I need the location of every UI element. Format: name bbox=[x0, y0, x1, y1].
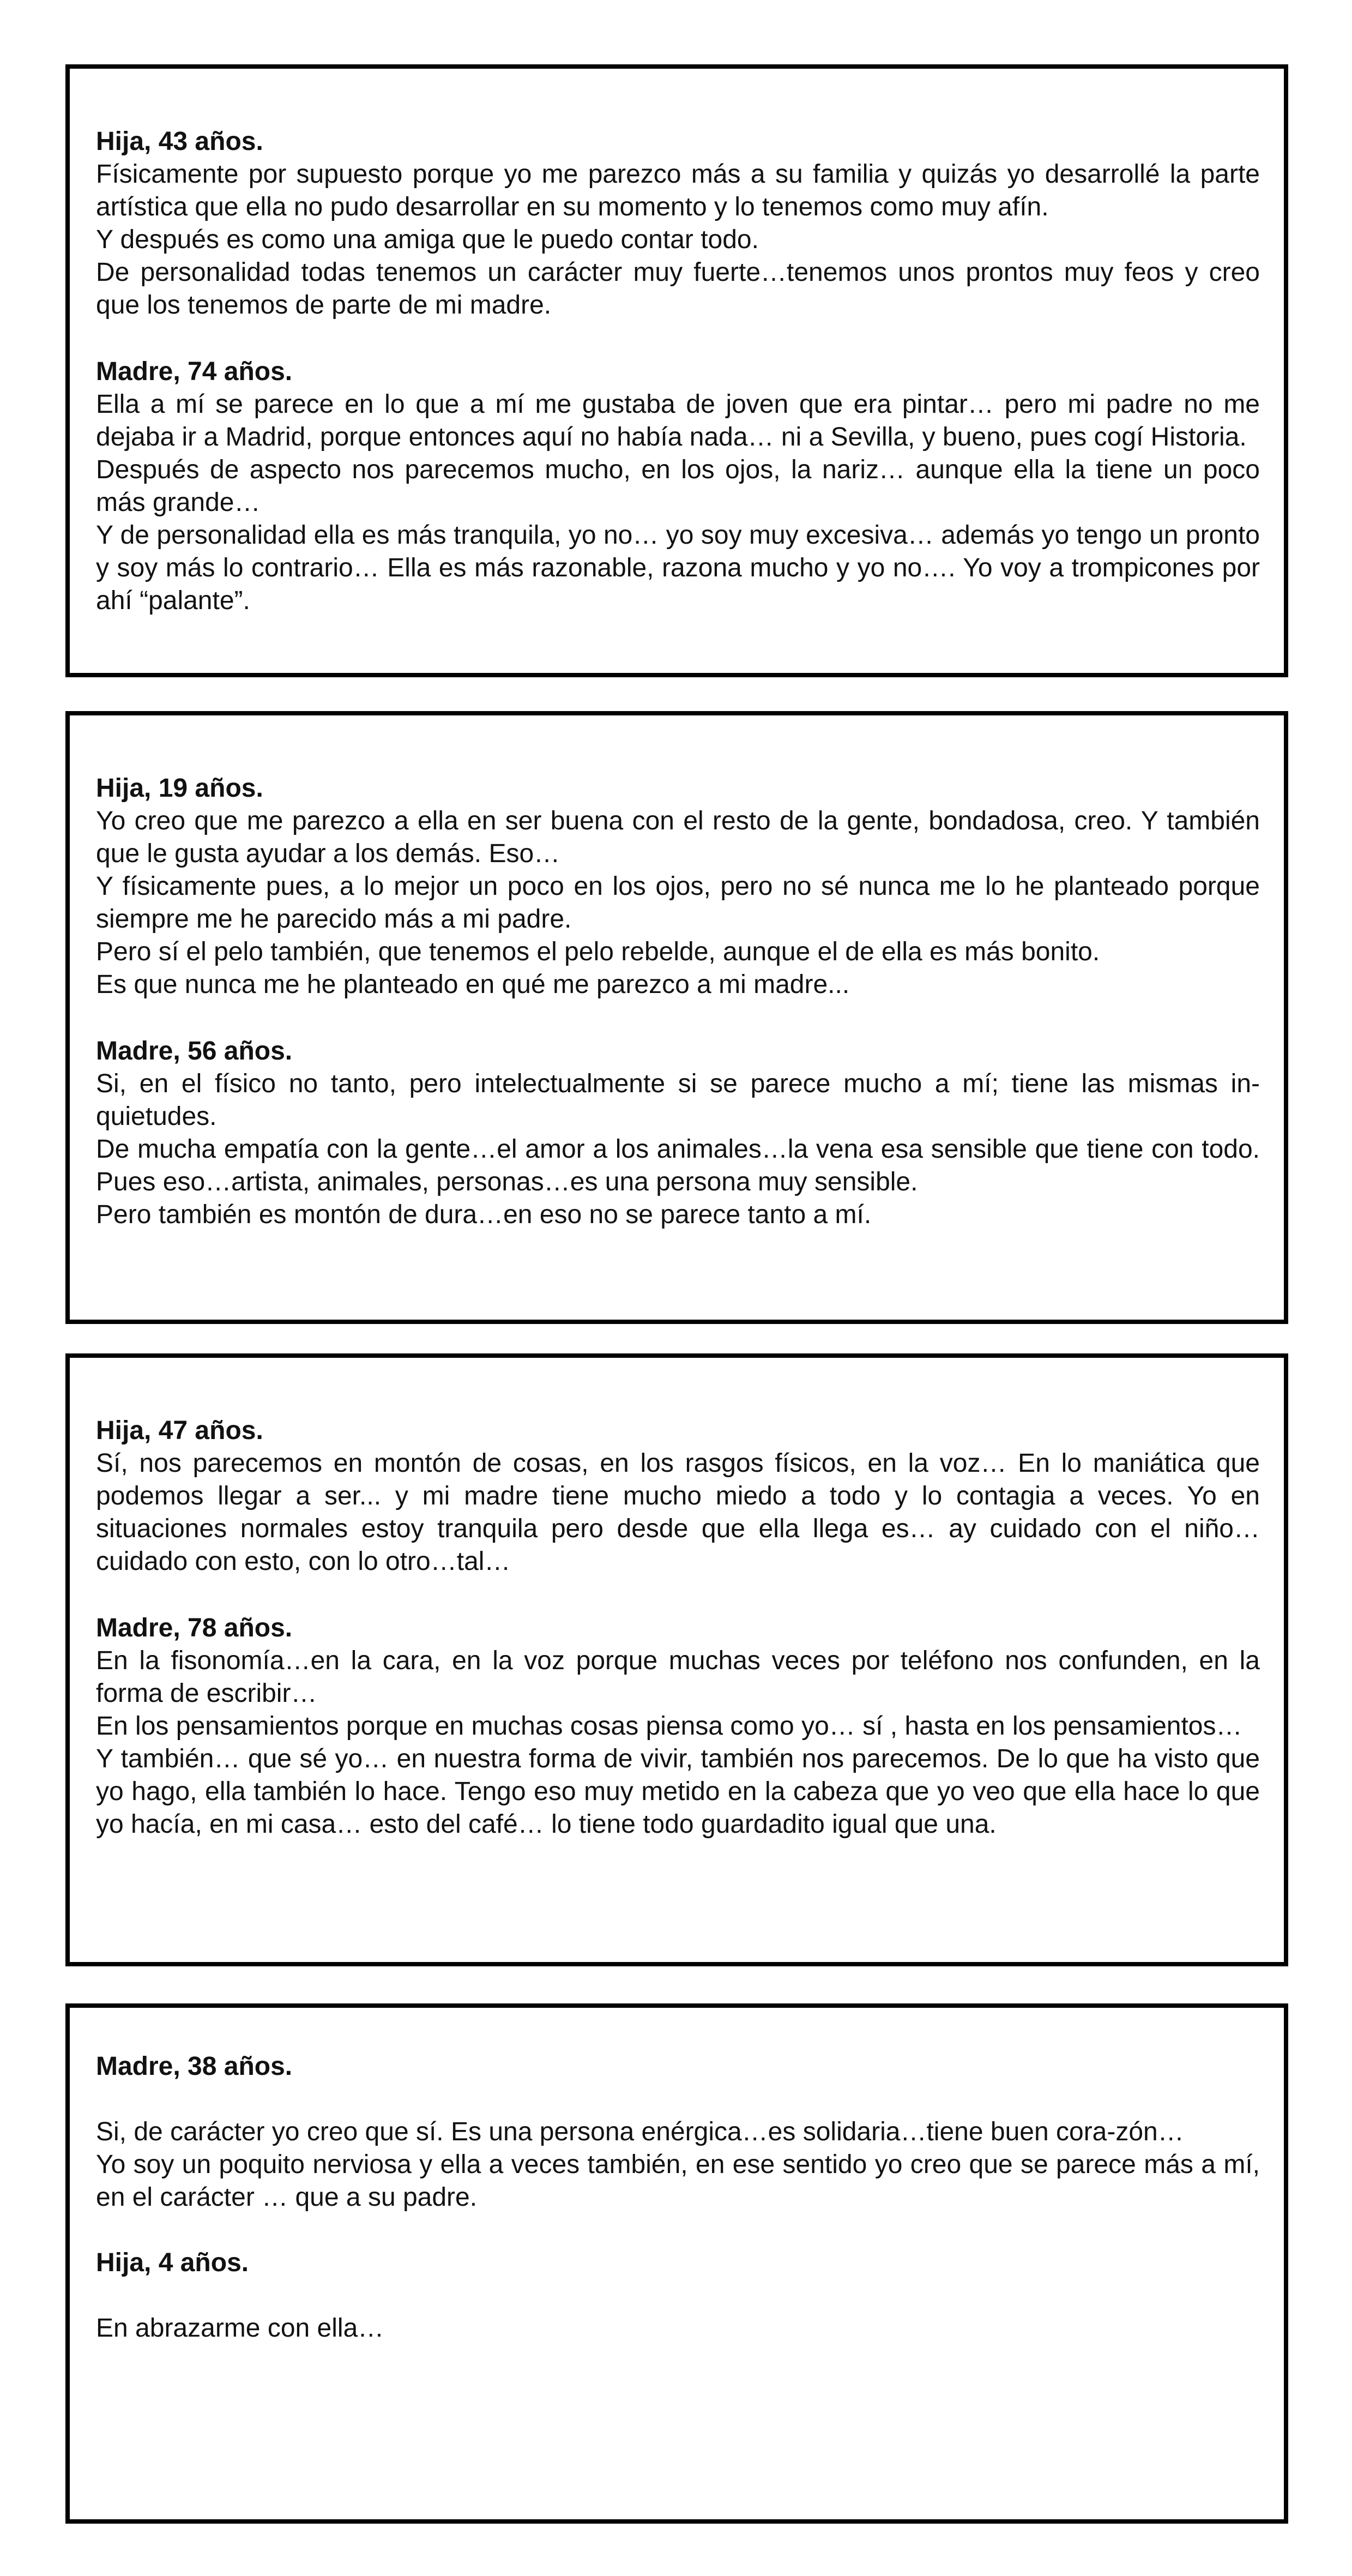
speaker-heading: Madre, 74 años. bbox=[96, 357, 293, 386]
speaker-heading: Hija, 19 años. bbox=[96, 774, 263, 803]
testimony-section bbox=[96, 1035, 1260, 1231]
testimony-paragraph: Después de aspecto nos parecemos mucho, en los ojos, la nariz… aunque ella la tiene un poco más grande… bbox=[96, 455, 1260, 517]
testimony-section bbox=[96, 356, 1260, 617]
testimony-paragraph: Y físicamente pues, a lo mejor un poco en los ojos, pero no sé nunca me lo he planteado porque siempre me he parecido más a mi padre. bbox=[96, 872, 1260, 934]
testimony-box-4 bbox=[65, 2003, 1288, 2524]
speaker-heading: Hija, 43 años. bbox=[96, 127, 263, 156]
speaker-heading: Hija, 47 años. bbox=[96, 1416, 263, 1445]
testimony-paragraph: Y de personalidad ella es más tranquila, yo no… yo soy muy excesiva… además yo tengo un pronto y soy más lo contrario… Ella es más razonable, razona mucho y yo no…. Yo voy a trompicones por ahí “palante”. bbox=[96, 521, 1260, 615]
testimony-paragraph: En los pensamientos porque en muchas cosas piensa como yo… sí , hasta en los pensamientos… bbox=[96, 1712, 1242, 1741]
testimony-section bbox=[96, 772, 1260, 1001]
testimony-paragraph: De mucha empatía con la gente…el amor a los animales…la vena esa sensible que tiene con todo. Pues eso…artista, animales, personas…es una persona muy sensible. bbox=[96, 1135, 1260, 1196]
testimony-paragraph: Yo soy un poquito nerviosa y ella a veces también, en ese sentido yo creo que se parece más a mí, en el carácter … que a su padre. bbox=[96, 2150, 1260, 2212]
testimony-paragraph: Y también… que sé yo… en nuestra forma de vivir, también nos parecemos. De lo que ha visto que yo hago, ella también lo hace. Tengo eso muy metido en la cabeza que yo veo que ella hace lo que yo hacía, en mi casa… esto del café… lo tiene todo guardadito igual que una. bbox=[96, 1744, 1260, 1839]
testimony-paragraph: Si, de carácter yo creo que sí. Es una persona enérgica…es solidaria…tiene buen cora-zón… bbox=[96, 2117, 1184, 2146]
speaker-heading: Madre, 78 años. bbox=[96, 1614, 293, 1642]
testimony-paragraph: Si, en el físico no tanto, pero intelectualmente si se parece mucho a mí; tiene las mismas in-quietudes. bbox=[96, 1069, 1260, 1131]
testimony-section bbox=[96, 2247, 1260, 2345]
testimony-box-3 bbox=[65, 1353, 1288, 1966]
testimony-paragraph: En abrazarme con ella… bbox=[96, 2314, 384, 2343]
testimony-paragraph: Y después es como una amiga que le puedo contar todo. bbox=[96, 225, 759, 254]
testimony-box-2 bbox=[65, 711, 1288, 1324]
testimony-paragraph: Pero también es montón de dura…en eso no se parece tanto a mí. bbox=[96, 1200, 872, 1229]
testimony-paragraph: Es que nunca me he planteado en qué me parezco a mi madre... bbox=[96, 970, 850, 999]
testimony-paragraph: Físicamente por supuesto porque yo me parezco más a su familia y quizás yo desarrollé la parte artística que ella no pudo desarrollar en su momento y lo tenemos como muy afín. bbox=[96, 160, 1260, 221]
testimony-section bbox=[96, 2050, 1260, 2214]
testimony-box-1 bbox=[65, 64, 1288, 677]
testimony-section bbox=[96, 1415, 1260, 1578]
testimony-section bbox=[96, 125, 1260, 322]
testimony-section bbox=[96, 1612, 1260, 1841]
testimony-paragraph: Sí, nos parecemos en montón de cosas, en los rasgos físicos, en la voz… En lo maniática que podemos llegar a ser... y mi madre tiene mucho miedo a todo y lo contagia a veces. Yo en situaciones normales estoy tranquila pero desde que ella llega es… ay cuidado con el niño…cuidado con esto, con lo otro…tal… bbox=[96, 1449, 1260, 1576]
speaker-heading: Madre, 38 años. bbox=[96, 2052, 293, 2081]
testimony-paragraph: En la fisonomía…en la cara, en la voz porque muchas veces por teléfono nos confunden, en la forma de escribir… bbox=[96, 1646, 1260, 1708]
testimony-paragraph: Pero sí el pelo también, que tenemos el pelo rebelde, aunque el de ella es más bonito. bbox=[96, 937, 1100, 966]
testimony-paragraph: Ella a mí se parece en lo que a mí me gustaba de joven que era pintar… pero mi padre no me dejaba ir a Madrid, porque entonces aquí no había nada… ni a Sevilla, y bueno, pues cogí Historia. bbox=[96, 390, 1260, 452]
testimony-paragraph: De personalidad todas tenemos un carácter muy fuerte…tenemos unos prontos muy feos y creo que los tenemos de parte de mi madre. bbox=[96, 258, 1260, 320]
speaker-heading: Hija, 4 años. bbox=[96, 2248, 249, 2277]
speaker-heading: Madre, 56 años. bbox=[96, 1037, 293, 1066]
testimony-paragraph: Yo creo que me parezco a ella en ser buena con el resto de la gente, bondadosa, creo. Y también que le gusta ayudar a los demás. Eso… bbox=[96, 806, 1260, 868]
